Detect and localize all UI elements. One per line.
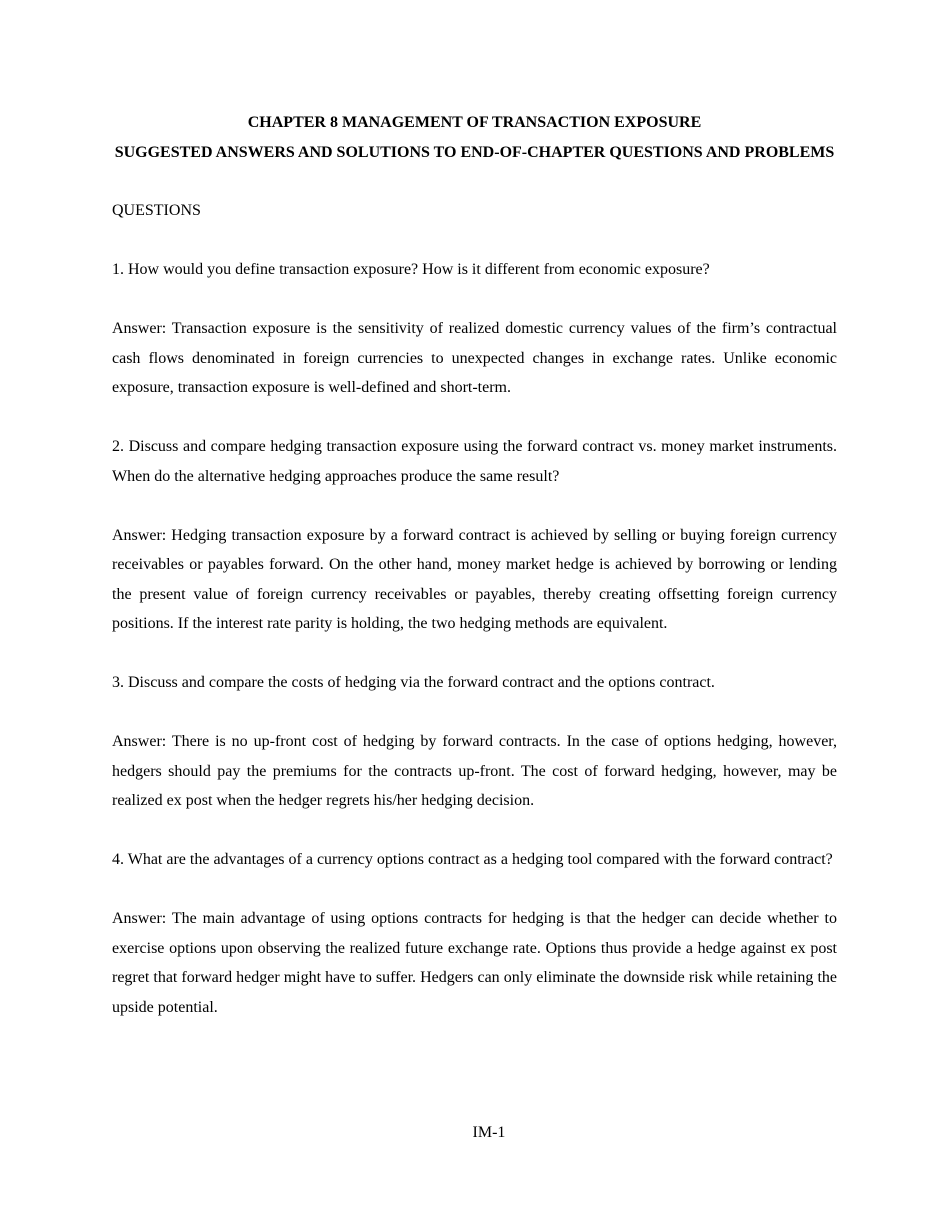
question-1: 1. How would you define transaction exposure? How is it different from economic exposure? xyxy=(112,261,710,278)
document-page xyxy=(112,108,837,1022)
answer-1: Answer: Transaction exposure is the sensitivity of realized domestic currency values of the firm’s contractual cash flows denominated in foreign currencies to unexpected changes in exchange rates. Unlike economic exposure, transaction exposure is well-defined and short-term. xyxy=(112,320,837,396)
page-number: IM-1 xyxy=(472,1124,506,1141)
section-label: QUESTIONS xyxy=(112,202,201,219)
question-3: 3. Discuss and compare the costs of hedging via the forward contract and the options contract. xyxy=(112,674,715,691)
question-2: 2. Discuss and compare hedging transaction exposure using the forward contract vs. money market instruments. When do the alternative hedging approaches produce the same result? xyxy=(112,438,837,485)
chapter-subtitle: SUGGESTED ANSWERS AND SOLUTIONS TO END-OF-CHAPTER QUESTIONS AND PROBLEMS xyxy=(114,143,835,161)
answer-2: Answer: Hedging transaction exposure by a forward contract is achieved by selling or buying foreign currency receivables or payables forward. On the other hand, money market hedge is achieved by borrowing or lending the present value of foreign currency receivables or payables, thereby creating offsetting foreign currency positions. If the interest rate parity is holding, the two hedging methods are equivalent. xyxy=(112,526,837,632)
answer-3: Answer: There is no up-front cost of hedging by forward contracts. In the case of options hedging, however, hedgers should pay the premiums for the contracts up-front. The cost of forward hedging, however, may be realized ex post when the hedger regrets his/her hedging decision. xyxy=(112,733,837,809)
question-4: 4. What are the advantages of a currency options contract as a hedging tool compared with the forward contract? xyxy=(112,851,833,868)
chapter-title: CHAPTER 8 MANAGEMENT OF TRANSACTION EXPOSURE xyxy=(247,114,702,131)
answer-4: Answer: The main advantage of using options contracts for hedging is that the hedger can decide whether to exercise options upon observing the realized future exchange rate. Options thus provide a hedge against ex post regret that forward hedger might have to suffer. Hedgers can only eliminate the downside risk while retaining the upside potential. xyxy=(112,910,837,1016)
